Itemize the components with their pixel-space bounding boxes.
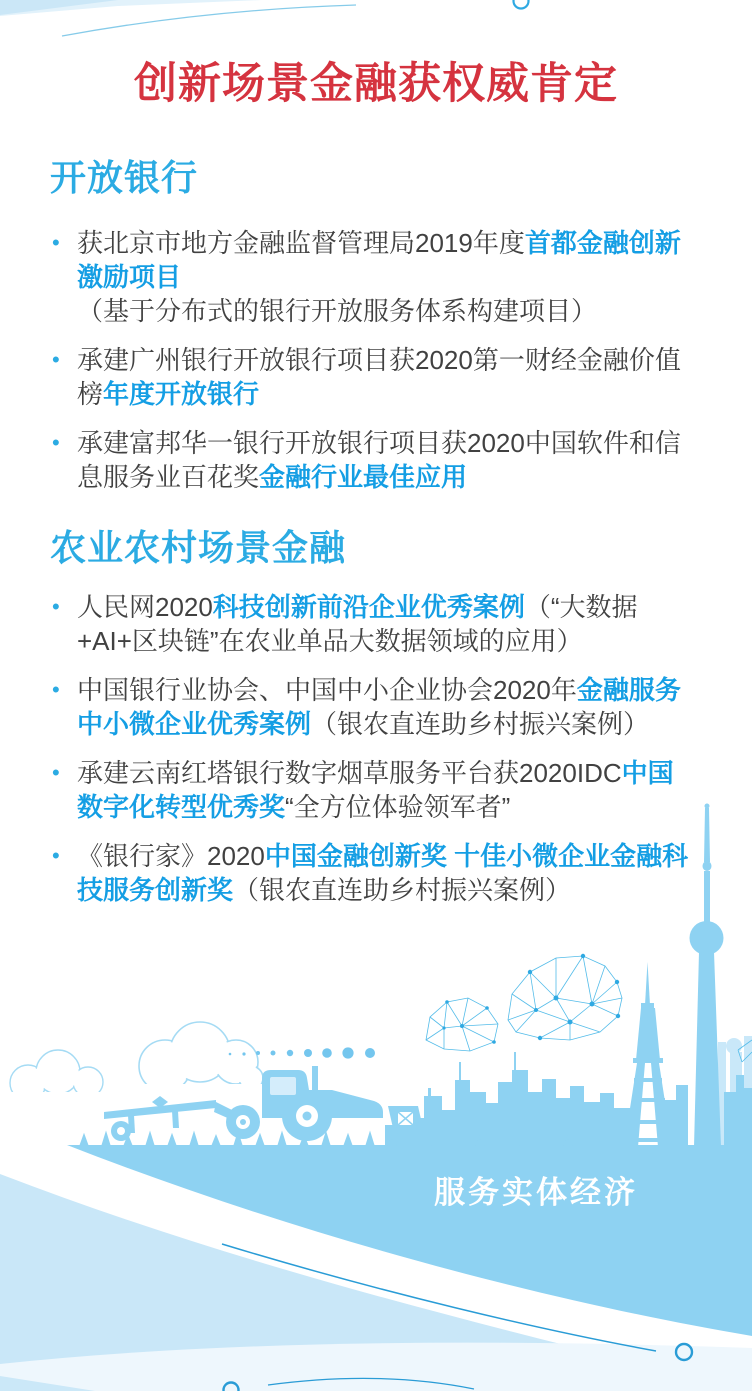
bullet-run: 承建富邦华一银行开放银行项目获2020中国软件和信息服务业百花奖: [77, 428, 681, 492]
bullet-dot-icon: •: [52, 230, 60, 255]
bullet-dot-icon: •: [52, 430, 60, 455]
bullet-text: [77, 426, 698, 494]
award-name-highlight: 年度开放银行: [103, 379, 260, 409]
bullet-run: 中国银行业协会、中国中小企业协会2020年: [77, 675, 577, 705]
bullet-text: [77, 226, 698, 328]
award-name-highlight: 科技创新前沿企业优秀案例: [212, 592, 525, 622]
bullet-item: [50, 226, 698, 328]
bullet-run: （银农直连助乡村振兴案例）: [311, 709, 650, 739]
bullet-run: 承建广州银行开放银行项目获2020第一财经金融价值榜: [77, 345, 681, 409]
bullet-dot-icon: •: [52, 843, 60, 868]
award-name-highlight: 中国金融创新奖 十佳小微企业金融科技服务创新奖: [77, 841, 689, 905]
plow-wheel-hub: [117, 1127, 125, 1135]
bullet-item: [50, 426, 698, 494]
bullet-list-open-banking: [50, 226, 698, 509]
bullet-dot-icon: •: [52, 347, 60, 372]
bullet-run: （银农直连助乡村振兴案例）: [233, 875, 572, 905]
bullet-run: 人民网2020: [77, 592, 213, 622]
bullet-item: [50, 673, 698, 741]
bullet-run: （基于分布式的银行开放服务体系构建项目）: [77, 296, 598, 326]
award-name-highlight: 首都金融创新激励项目: [77, 228, 681, 292]
tractor-cab-window: [270, 1077, 296, 1095]
footer-tagline: 服务实体经济: [434, 1175, 638, 1210]
lattice-tower-icon: [624, 962, 672, 1147]
bullet-text: [77, 673, 698, 741]
bullet-dot-icon: •: [52, 594, 60, 619]
top-decoration: [0, 0, 752, 60]
curve-line-icon: [62, 5, 356, 36]
bullet-text: [77, 590, 698, 658]
bullet-item: [50, 590, 698, 658]
pearl-tower-icon: [690, 804, 724, 1148]
tractor-rear-axle: [303, 1112, 312, 1121]
page-title: 创新场景金融获权威肯定: [134, 60, 618, 108]
footer-illustration: [0, 790, 752, 1391]
tractor-front-axle: [240, 1119, 246, 1125]
bullet-run: 《银行家》2020: [77, 841, 265, 871]
cloud-outline-icon: [0, 1022, 270, 1106]
award-name-highlight: 中国数字化转型优秀奖: [77, 758, 674, 822]
bullet-run: （“大数据+AI+区块链”在农业单品大数据领域的应用）: [77, 592, 638, 656]
section-heading-agriculture: 农业农村场景金融: [50, 527, 347, 568]
section-heading-open-banking: 开放银行: [50, 157, 199, 198]
bullet-text: [77, 343, 698, 411]
ring-icon: [514, 0, 529, 9]
bullet-dot-icon: •: [52, 760, 60, 785]
plow-icon: [104, 1096, 236, 1141]
bullet-item: [50, 343, 698, 411]
bullet-run: 承建云南红塔银行数字烟草服务平台获2020IDC: [77, 758, 622, 788]
bullet-run: 获北京市地方金融监督管理局2019年度: [77, 228, 525, 258]
bullet-dot-icon: •: [52, 677, 60, 702]
award-name-highlight: 金融行业最佳应用: [259, 462, 468, 492]
award-name-highlight: 金融服务中小微企业优秀案例: [77, 675, 681, 739]
bullet-run: “全方位体验领军者”: [285, 792, 511, 822]
